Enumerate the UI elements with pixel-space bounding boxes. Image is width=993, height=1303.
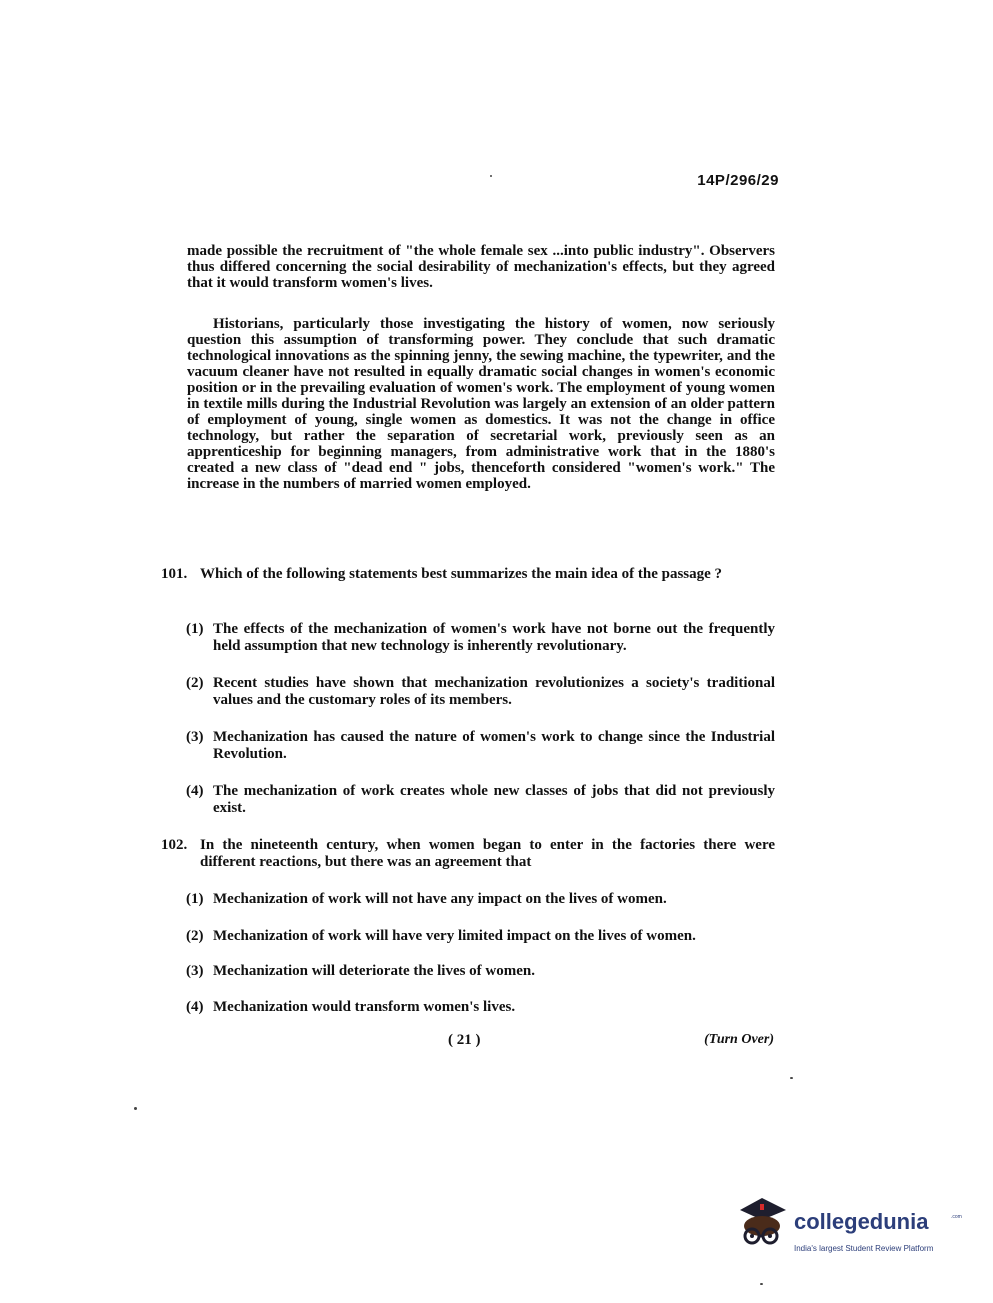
scan-speck	[760, 1283, 763, 1285]
option-number: (2)	[186, 675, 204, 691]
option-number: (1)	[186, 621, 204, 637]
question-102-option-1	[186, 891, 775, 908]
option-text: Mechanization would transform women's lives.	[213, 999, 516, 1015]
paper-code: 14P/296/29	[697, 172, 779, 189]
scan-speck	[134, 1107, 137, 1110]
option-text: Mechanization of work will not have any impact on the lives of women.	[213, 891, 667, 907]
question-number: 101.	[161, 566, 188, 582]
question-101-option-3	[186, 729, 775, 763]
option-text: The mechanization of work creates whole new classes of jobs that did not previously exist.	[213, 783, 775, 816]
option-text: Mechanization of work will have very limited impact on the lives of women.	[213, 928, 696, 944]
question-102-option-4	[186, 999, 775, 1016]
option-number: (4)	[186, 783, 204, 799]
collegedunia-watermark	[734, 1196, 964, 1266]
question-number: 102.	[161, 837, 188, 853]
passage-paragraph-2: Historians, particularly those investigating the history of women, now seriously question this assumption of transforming power. They conclude that such dramatic technological innovations as the spinning jenny, the sewing machine, the typewriter, and the vacuum cleaner have not resulted in equally dramatic social changes in women's economic position or in the prevailing evaluation of women's work. The employment of young women in textile mills during the Industrial Revolution was largely an extension of an older pattern of employment of young, single women as domestics. It was not the change in office technology, but rather the separation of secretarial work, previously seen as an apprenticeship for beginning managers, from administrative work that in the 1880's created a new class of "dead end " jobs, thenceforth considered "women's work." The increase in the numbers of married women employed.	[187, 316, 775, 492]
question-102	[161, 837, 775, 871]
question-stem: Which of the following statements best summarizes the main idea of the passage ?	[200, 566, 723, 582]
scan-speck	[790, 1077, 793, 1079]
option-text: Mechanization will deteriorate the lives of women.	[213, 963, 536, 979]
option-number: (3)	[186, 729, 204, 745]
question-101	[161, 566, 775, 583]
option-number: (3)	[186, 963, 204, 979]
page-number: ( 21 )	[448, 1032, 481, 1048]
question-102-option-2	[186, 928, 775, 945]
passage-paragraph-1: made possible the recruitment of "the whole female sex ...into public industry". Observers thus differed concerning the social desirability of mechanization's effects, but they agreed that it would transform women's lives.	[187, 243, 775, 291]
option-text: The effects of the mechanization of women's work have not borne out the frequently held assumption that new technology is inherently revolutionary.	[213, 621, 775, 654]
brand-tagline: India's largest Student Review Platform	[794, 1244, 934, 1253]
question-101-option-2	[186, 675, 775, 709]
mascot-icon	[734, 1196, 790, 1256]
option-number: (4)	[186, 999, 204, 1015]
question-stem: In the nineteenth century, when women began to enter in the factories there were different reactions, but there was an agreement that	[200, 837, 775, 870]
question-102-option-3	[186, 963, 775, 980]
scan-speck	[490, 175, 492, 177]
question-101-option-4	[186, 783, 775, 817]
option-text: Recent studies have shown that mechanization revolutionizes a society's traditional values and the customary roles of its members.	[213, 675, 775, 708]
option-number: (2)	[186, 928, 204, 944]
option-text: Mechanization has caused the nature of women's work to change since the Industrial Revolution.	[213, 729, 775, 762]
brand-name: collegedunia	[794, 1209, 929, 1234]
brand-domain: .com	[951, 1214, 962, 1220]
option-number: (1)	[186, 891, 204, 907]
question-101-option-1	[186, 621, 775, 655]
turn-over-label: (Turn Over)	[704, 1032, 774, 1047]
